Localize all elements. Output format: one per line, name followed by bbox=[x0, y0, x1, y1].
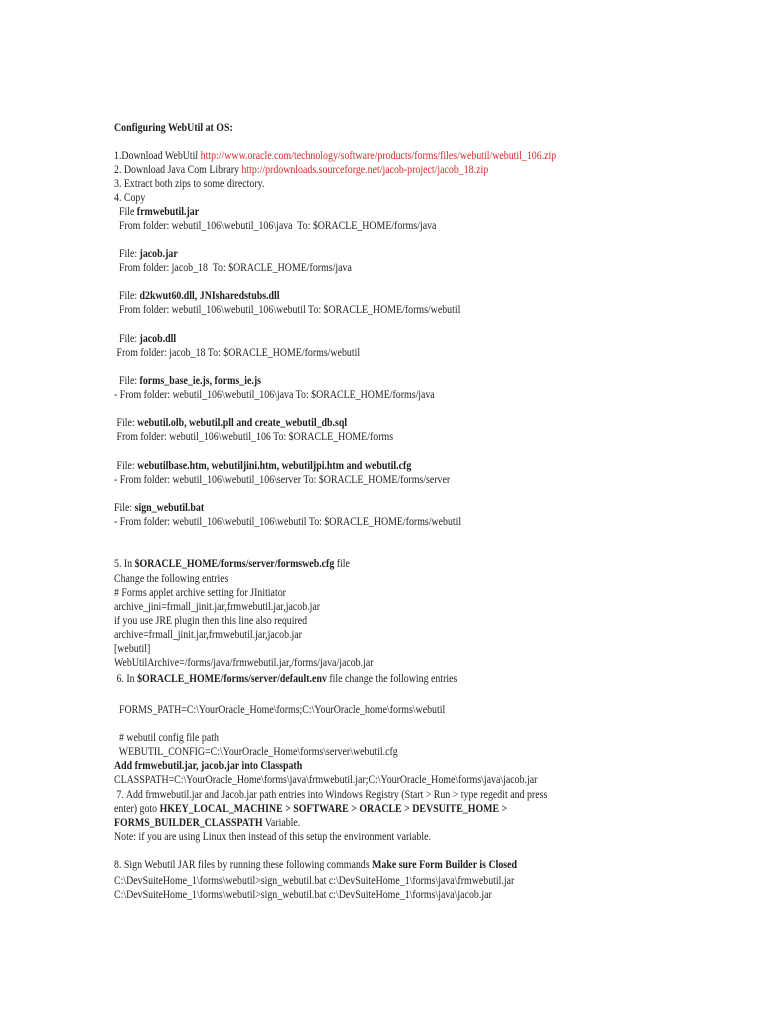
step-5-line: archive_jini=frmall_jinit.jar,frmwebutil.jar,jacob.jar bbox=[114, 601, 321, 613]
step-4: 4. Copy bbox=[114, 192, 146, 204]
file-from: From folder: jacob_18 To: $ORACLE_HOME/forms/webutil bbox=[114, 347, 361, 359]
step-7: 7. Add frmwebutil.jar and Jacob.jar path entries into Windows Registry (Start > Run > type regedit and press bbox=[114, 789, 548, 801]
file-entry: File: forms_base_ie.js, forms_ie.js bbox=[114, 375, 261, 387]
file-from: From folder: webutil_106\webutil_106 To: $ORACLE_HOME/forms bbox=[114, 431, 394, 443]
page-title: Configuring WebUtil at OS: bbox=[114, 122, 233, 134]
step-3: 3. Extract both zips to some directory. bbox=[114, 178, 265, 190]
step-7-line: enter) goto HKEY_LOCAL_MACHINE > SOFTWARE > ORACLE > DEVSUITE_HOME > bbox=[114, 803, 508, 815]
file-from: From folder: jacob_18 To: $ORACLE_HOME/forms/java bbox=[114, 262, 352, 274]
step-5-line: WebUtilArchive=/forms/java/frmwebutil.jar,/forms/java/jacob.jar bbox=[114, 657, 374, 669]
sign-command: C:\DevSuiteHome_1\forms\webutil>sign_webutil.bat c:\DevSuiteHome_1\forms\java\frmwebutil.jar bbox=[114, 875, 515, 887]
file-from: - From folder: webutil_106\webutil_106\server To: $ORACLE_HOME/forms/server bbox=[114, 474, 451, 486]
config-comment-line: # webutil config file path bbox=[114, 732, 219, 744]
step-5: 5. In $ORACLE_HOME/forms/server/formsweb.cfg file bbox=[114, 558, 350, 570]
forms-path-line: FORMS_PATH=C:\YourOracle_Home\forms;C:\YourOracle_home\forms\webutil bbox=[114, 704, 446, 716]
step-5-line: if you use JRE plugin then this line also required bbox=[114, 615, 308, 627]
linux-note: Note: if you are using Linux then instead of this setup the environment variable. bbox=[114, 831, 431, 843]
jacob-download-link[interactable]: http://prdownloads.sourceforge.net/jacob-project/jacob_18.zip bbox=[241, 164, 489, 176]
add-classpath-heading: Add frmwebutil.jar, jacob.jar into Classpath bbox=[114, 760, 303, 772]
file-entry: File: sign_webutil.bat bbox=[114, 502, 205, 514]
sign-command: C:\DevSuiteHome_1\forms\webutil>sign_webutil.bat c:\DevSuiteHome_1\forms\java\jacob.jar bbox=[114, 889, 492, 901]
step-5-line: # Forms applet archive setting for JInitiator bbox=[114, 587, 286, 599]
file-entry: File frmwebutil.jar bbox=[114, 206, 200, 218]
classpath-line: CLASSPATH=C:\YourOracle_Home\forms\java\frmwebutil.jar;C:\YourOracle_Home\forms\java\jacob.jar bbox=[114, 774, 538, 786]
step-5-line: [webutil] bbox=[114, 643, 151, 655]
file-from: - From folder: webutil_106\webutil_106\java To: $ORACLE_HOME/forms/java bbox=[114, 389, 435, 401]
file-entry: File: webutil.olb, webutil.pll and create_webutil_db.sql bbox=[114, 417, 348, 429]
step-6: 6. In $ORACLE_HOME/forms/server/default.env file change the following entries bbox=[114, 673, 458, 685]
file-from: From folder: webutil_106\webutil_106\webutil To: $ORACLE_HOME/forms/webutil bbox=[114, 304, 461, 316]
step-8: 8. Sign Webutil JAR files by running these following commands Make sure Form Builder is Closed bbox=[114, 859, 518, 871]
step-2: 2. Download Java Com Library http://prdownloads.sourceforge.net/jacob-project/jacob_18.zip bbox=[114, 164, 489, 176]
file-from: From folder: webutil_106\webutil_106\java To: $ORACLE_HOME/forms/java bbox=[114, 220, 437, 232]
step-5-line: archive=frmall_jinit.jar,frmwebutil.jar,jacob.jar bbox=[114, 629, 302, 641]
file-entry: File: webutilbase.htm, webutiljini.htm, webutiljpi.htm and webutil.cfg bbox=[114, 460, 412, 472]
file-entry: File: jacob.dll bbox=[114, 333, 177, 345]
file-from: - From folder: webutil_106\webutil_106\webutil To: $ORACLE_HOME/forms/webutil bbox=[114, 516, 462, 528]
file-entry: File: jacob.jar bbox=[114, 248, 178, 260]
webutil-download-link[interactable]: http://www.oracle.com/technology/software/products/forms/files/webutil/webutil_106.zip bbox=[200, 150, 557, 162]
webutil-config-line: WEBUTIL_CONFIG=C:\YourOracle_Home\forms\server\webutil.cfg bbox=[114, 746, 398, 758]
step-1: 1.Download WebUtil http://www.oracle.com/technology/software/products/forms/files/webutil/webutil_106.zip bbox=[114, 150, 557, 162]
step-7-line: FORMS_BUILDER_CLASSPATH Variable. bbox=[114, 817, 301, 829]
step-5-line: Change the following entries bbox=[114, 573, 229, 585]
file-entry: File: d2kwut60.dll, JNIsharedstubs.dll bbox=[114, 290, 280, 302]
